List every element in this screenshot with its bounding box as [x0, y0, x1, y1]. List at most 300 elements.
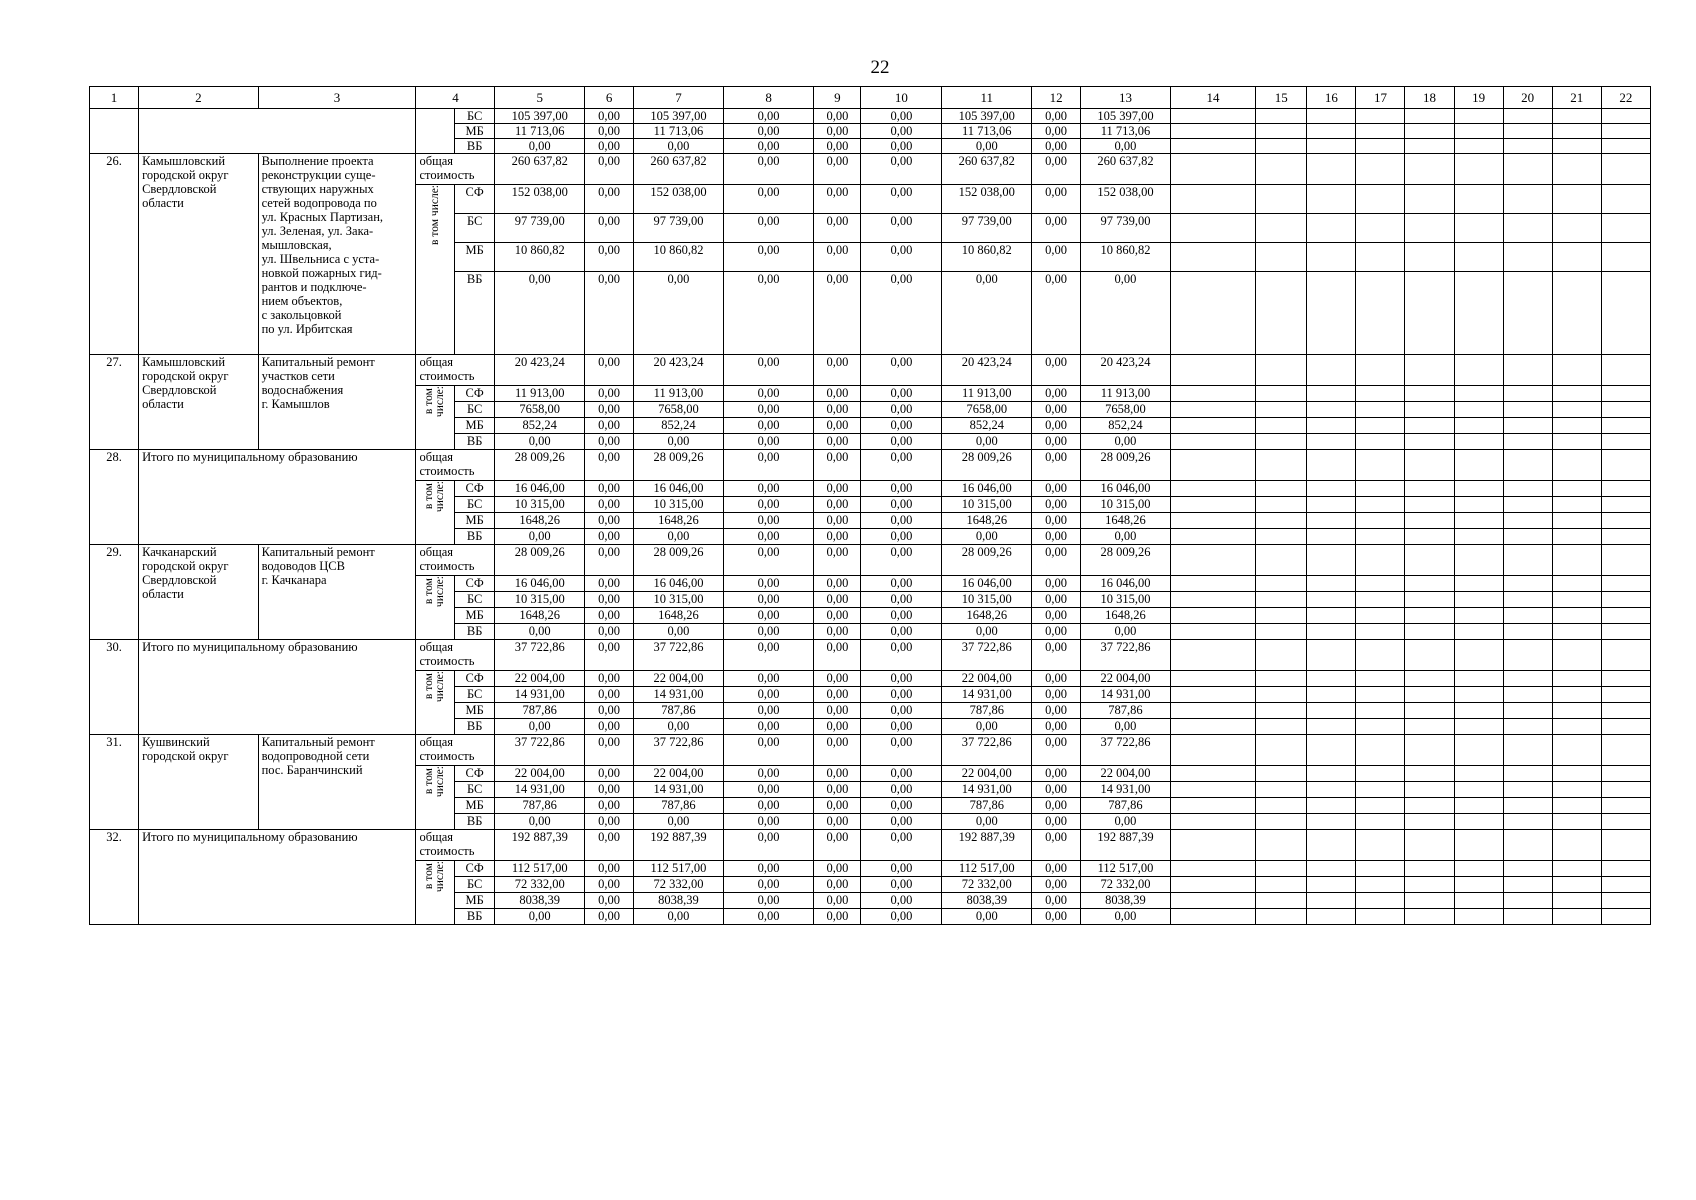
empty-cell	[1405, 185, 1454, 214]
empty-cell	[1170, 185, 1255, 214]
empty-cell	[1503, 687, 1552, 703]
value-cell: 1648,26	[495, 513, 585, 529]
value-cell: 0,00	[1032, 214, 1081, 243]
value-cell: 0,00	[723, 109, 814, 124]
empty-cell	[1170, 798, 1255, 814]
value-cell: 0,00	[585, 782, 634, 798]
empty-cell	[1405, 608, 1454, 624]
value-cell: 0,00	[585, 735, 634, 766]
empty-cell	[1552, 272, 1601, 355]
value-cell: 0,00	[723, 402, 814, 418]
value-cell: 0,00	[723, 687, 814, 703]
value-cell: 0,00	[723, 418, 814, 434]
value-cell: 0,00	[814, 418, 861, 434]
empty-cell	[1356, 719, 1405, 735]
value-cell: 28 009,26	[942, 450, 1032, 481]
value-cell: 0,00	[634, 139, 724, 154]
project-line: Выполнение проекта	[261, 154, 374, 168]
empty-cell	[1454, 185, 1503, 214]
value-cell: 192 887,39	[942, 830, 1032, 861]
column-header: 10	[861, 87, 942, 109]
column-header: 21	[1552, 87, 1601, 109]
empty-cell	[1307, 450, 1356, 481]
value-cell: 28 009,26	[1081, 545, 1171, 576]
value-cell: 0,00	[723, 893, 814, 909]
value-cell: 0,00	[1081, 909, 1171, 925]
incl-label	[416, 861, 454, 925]
empty-cell	[1356, 481, 1405, 497]
empty-cell	[1503, 109, 1552, 124]
value-cell: 28 009,26	[1081, 450, 1171, 481]
value-cell: 0,00	[814, 243, 861, 272]
empty-cell	[1454, 545, 1503, 576]
value-cell: 0,00	[1032, 798, 1081, 814]
header-row	[90, 87, 1651, 109]
incl-vertical-text	[424, 576, 446, 607]
value-cell: 0,00	[861, 154, 942, 185]
empty-cell	[1256, 450, 1307, 481]
value-cell: 192 887,39	[634, 830, 724, 861]
empty-cell	[1503, 355, 1552, 386]
value-cell: 0,00	[1032, 154, 1081, 185]
table-row	[90, 735, 1651, 766]
value-cell: 28 009,26	[634, 450, 724, 481]
empty-cell	[1454, 139, 1503, 154]
value-cell: 0,00	[861, 124, 942, 139]
project-line: Капитальный ремонт	[261, 355, 375, 369]
value-cell: 7658,00	[495, 402, 585, 418]
value-cell: 0,00	[942, 139, 1032, 154]
value-cell: 20 423,24	[634, 355, 724, 386]
municipality-line: Свердловской	[142, 383, 217, 397]
empty-cell	[1170, 124, 1255, 139]
empty-cell	[1307, 766, 1356, 782]
empty-cell	[1503, 624, 1552, 640]
column-header: 8	[723, 87, 814, 109]
value-cell: 0,00	[942, 719, 1032, 735]
row-number: 27.	[90, 355, 139, 450]
column-header: 13	[1081, 87, 1171, 109]
value-cell: 152 038,00	[942, 185, 1032, 214]
empty-cell	[1601, 402, 1650, 418]
value-cell: 0,00	[814, 434, 861, 450]
empty-cell	[1405, 139, 1454, 154]
value-cell: 0,00	[814, 124, 861, 139]
value-cell: 22 004,00	[495, 671, 585, 687]
value-cell: 0,00	[814, 497, 861, 513]
empty-cell	[1307, 529, 1356, 545]
table-row	[90, 355, 1651, 386]
value-cell: 0,00	[723, 139, 814, 154]
project-name	[258, 355, 416, 450]
value-cell: 0,00	[861, 592, 942, 608]
table-row	[90, 545, 1651, 576]
value-cell: 11 913,00	[942, 386, 1032, 402]
value-cell: 0,00	[861, 719, 942, 735]
empty-cell	[1552, 830, 1601, 861]
empty-cell	[1454, 418, 1503, 434]
incl-label	[416, 386, 454, 450]
empty-cell	[1356, 798, 1405, 814]
empty-cell	[1601, 386, 1650, 402]
value-cell: 16 046,00	[942, 576, 1032, 592]
value-cell: 0,00	[861, 766, 942, 782]
empty-cell	[1601, 434, 1650, 450]
value-cell: 0,00	[585, 124, 634, 139]
empty-cell	[1601, 355, 1650, 386]
value-cell: 0,00	[723, 481, 814, 497]
value-cell: 1648,26	[634, 513, 724, 529]
value-cell: 0,00	[723, 909, 814, 925]
empty-cell	[1552, 109, 1601, 124]
incl-vertical-text	[424, 861, 446, 892]
empty-cell	[1552, 185, 1601, 214]
value-cell: 11 713,06	[942, 124, 1032, 139]
incl-line: числе:	[434, 386, 447, 418]
empty-cell	[1454, 450, 1503, 481]
value-cell: 105 397,00	[942, 109, 1032, 124]
empty-cell	[1256, 402, 1307, 418]
value-cell: 0,00	[861, 624, 942, 640]
value-cell: 0,00	[814, 576, 861, 592]
empty-cell	[1307, 861, 1356, 877]
value-cell: 0,00	[942, 272, 1032, 355]
empty-cell	[1405, 719, 1454, 735]
empty-cell	[1454, 766, 1503, 782]
empty-cell	[1601, 481, 1650, 497]
value-cell: 28 009,26	[495, 450, 585, 481]
value-cell: 787,86	[495, 703, 585, 719]
page-number: 22	[870, 57, 890, 78]
empty-cell	[1503, 592, 1552, 608]
empty-cell	[1552, 450, 1601, 481]
column-header: 22	[1601, 87, 1650, 109]
empty-cell	[1256, 214, 1307, 243]
empty-cell	[1405, 735, 1454, 766]
empty-cell	[1405, 576, 1454, 592]
total-cost-label	[416, 830, 495, 861]
total-cost-line: стоимость	[419, 168, 475, 182]
value-cell: 0,00	[1032, 592, 1081, 608]
empty-cell	[1307, 109, 1356, 124]
value-cell: 0,00	[585, 139, 634, 154]
municipality-line: области	[142, 397, 184, 411]
value-cell: 0,00	[585, 814, 634, 830]
empty-cell	[1454, 640, 1503, 671]
empty-cell	[1356, 830, 1405, 861]
incl-line: в том	[423, 768, 436, 795]
empty-cell	[1307, 418, 1356, 434]
empty-cell	[1256, 766, 1307, 782]
value-cell: 0,00	[723, 545, 814, 576]
empty-cell	[1601, 703, 1650, 719]
total-cost-line: общая	[419, 545, 454, 559]
value-cell: 10 860,82	[495, 243, 585, 272]
empty-cell	[1170, 608, 1255, 624]
value-cell: 7658,00	[942, 402, 1032, 418]
value-cell: 37 722,86	[495, 640, 585, 671]
row-number: 32.	[90, 830, 139, 925]
value-cell: 72 332,00	[942, 877, 1032, 893]
value-cell: 0,00	[942, 434, 1032, 450]
empty-cell	[1170, 418, 1255, 434]
value-cell: 0,00	[585, 434, 634, 450]
empty-cell	[1601, 640, 1650, 671]
value-cell: 16 046,00	[495, 481, 585, 497]
value-cell: 0,00	[585, 592, 634, 608]
value-cell: 0,00	[495, 434, 585, 450]
value-cell: 0,00	[495, 624, 585, 640]
value-cell: 0,00	[723, 592, 814, 608]
value-cell: 14 931,00	[634, 782, 724, 798]
value-cell: 0,00	[861, 355, 942, 386]
value-cell: 0,00	[723, 798, 814, 814]
value-cell: 0,00	[1032, 418, 1081, 434]
total-cost-label	[416, 355, 495, 386]
empty-cell	[1170, 814, 1255, 830]
value-cell: 0,00	[861, 861, 942, 877]
value-cell: 37 722,86	[1081, 735, 1171, 766]
value-cell: 0,00	[1032, 893, 1081, 909]
value-cell: 0,00	[861, 185, 942, 214]
fund-code: МБ	[454, 703, 495, 719]
value-cell: 8038,39	[1081, 893, 1171, 909]
incl-line: числе:	[434, 481, 447, 513]
value-cell: 0,00	[585, 877, 634, 893]
value-cell: 0,00	[723, 877, 814, 893]
empty-cell	[1256, 481, 1307, 497]
incl-line: числе:	[434, 766, 447, 798]
value-cell: 14 931,00	[495, 782, 585, 798]
value-cell: 0,00	[585, 418, 634, 434]
empty-cell	[1356, 418, 1405, 434]
value-cell: 787,86	[634, 703, 724, 719]
empty-cell	[1307, 877, 1356, 893]
value-cell: 0,00	[1032, 434, 1081, 450]
value-cell: 22 004,00	[942, 766, 1032, 782]
value-cell: 0,00	[585, 497, 634, 513]
incl-line: в том	[423, 863, 436, 890]
total-cost-line: стоимость	[419, 559, 475, 573]
empty-cell	[1356, 909, 1405, 925]
value-cell: 0,00	[861, 214, 942, 243]
empty-cell	[1601, 513, 1650, 529]
empty-cell	[1170, 861, 1255, 877]
fund-code: БС	[454, 782, 495, 798]
column-header: 11	[942, 87, 1032, 109]
value-cell: 0,00	[861, 450, 942, 481]
empty-cell	[1356, 529, 1405, 545]
value-cell: 0,00	[1081, 814, 1171, 830]
empty-cell	[1454, 735, 1503, 766]
empty-cell	[1601, 782, 1650, 798]
empty-cell	[1170, 272, 1255, 355]
value-cell: 0,00	[861, 434, 942, 450]
value-cell: 0,00	[585, 766, 634, 782]
empty-cell	[1356, 592, 1405, 608]
empty-cell	[1256, 861, 1307, 877]
table-row	[90, 154, 1651, 185]
empty-cell	[1454, 877, 1503, 893]
empty-cell	[1256, 513, 1307, 529]
incl-label	[416, 766, 454, 830]
project-line: сетей водопровода по	[261, 196, 377, 210]
value-cell: 0,00	[585, 624, 634, 640]
value-cell: 97 739,00	[495, 214, 585, 243]
project-line: г. Качканара	[261, 573, 327, 587]
value-cell: 0,00	[585, 719, 634, 735]
empty-cell	[1552, 877, 1601, 893]
value-cell: 16 046,00	[495, 576, 585, 592]
total-cost-label	[416, 640, 495, 671]
empty-cell	[1256, 592, 1307, 608]
empty-cell	[1601, 124, 1650, 139]
value-cell: 28 009,26	[634, 545, 724, 576]
empty-cell	[1356, 893, 1405, 909]
empty-cell	[1170, 402, 1255, 418]
empty-cell	[1454, 497, 1503, 513]
value-cell: 0,00	[585, 545, 634, 576]
value-cell: 0,00	[861, 735, 942, 766]
empty-cell	[1170, 576, 1255, 592]
empty-cell	[1601, 893, 1650, 909]
empty-cell	[1307, 497, 1356, 513]
total-cost-line: общая	[419, 830, 454, 844]
column-header: 17	[1356, 87, 1405, 109]
empty-cell	[1601, 418, 1650, 434]
value-cell: 1648,26	[634, 608, 724, 624]
value-cell: 0,00	[723, 671, 814, 687]
empty-cell	[1256, 687, 1307, 703]
empty-cell	[1503, 608, 1552, 624]
empty-cell	[1503, 154, 1552, 185]
empty-cell	[1601, 185, 1650, 214]
value-cell: 0,00	[723, 608, 814, 624]
value-cell: 37 722,86	[1081, 640, 1171, 671]
value-cell: 0,00	[723, 154, 814, 185]
value-cell: 0,00	[861, 782, 942, 798]
value-cell: 0,00	[814, 877, 861, 893]
value-cell: 0,00	[861, 640, 942, 671]
value-cell: 0,00	[585, 355, 634, 386]
value-cell: 0,00	[723, 434, 814, 450]
project-line: ул. Швельниса с уста-	[261, 252, 380, 266]
empty-cell	[1307, 592, 1356, 608]
value-cell: 28 009,26	[942, 545, 1032, 576]
empty-cell	[1601, 671, 1650, 687]
value-cell: 37 722,86	[942, 735, 1032, 766]
empty-cell	[1552, 243, 1601, 272]
value-cell: 0,00	[1032, 624, 1081, 640]
empty-cell	[1256, 434, 1307, 450]
value-cell: 852,24	[634, 418, 724, 434]
value-cell: 0,00	[723, 735, 814, 766]
row-number: 29.	[90, 545, 139, 640]
value-cell: 0,00	[585, 640, 634, 671]
value-cell: 0,00	[861, 671, 942, 687]
municipality-line: Камышловский	[142, 355, 226, 369]
total-cost-line: стоимость	[419, 654, 475, 668]
empty-cell	[1256, 185, 1307, 214]
value-cell: 0,00	[861, 497, 942, 513]
column-header: 5	[495, 87, 585, 109]
value-cell: 0,00	[1032, 576, 1081, 592]
empty-cell	[1256, 719, 1307, 735]
empty-cell	[1405, 214, 1454, 243]
empty-cell	[1454, 687, 1503, 703]
empty-cell	[1356, 703, 1405, 719]
empty-cell	[1454, 798, 1503, 814]
fund-code: МБ	[454, 893, 495, 909]
empty-cell	[1405, 687, 1454, 703]
value-cell: 14 931,00	[1081, 782, 1171, 798]
empty-cell	[1170, 830, 1255, 861]
value-cell: 0,00	[942, 624, 1032, 640]
empty-cell	[1454, 909, 1503, 925]
empty-cell	[1256, 109, 1307, 124]
empty-cell	[1170, 766, 1255, 782]
value-cell: 0,00	[585, 386, 634, 402]
empty-cell	[1170, 719, 1255, 735]
empty-cell	[1356, 386, 1405, 402]
value-cell: 1648,26	[942, 608, 1032, 624]
empty-cell	[1405, 877, 1454, 893]
row-number: 28.	[90, 450, 139, 545]
empty-cell	[1601, 576, 1650, 592]
value-cell: 0,00	[1081, 624, 1171, 640]
empty-cell	[1356, 861, 1405, 877]
empty-cell	[1256, 814, 1307, 830]
empty-cell	[1405, 624, 1454, 640]
empty-cell	[1454, 513, 1503, 529]
empty-cell	[1405, 640, 1454, 671]
incl-vertical-text: в том числе:	[428, 185, 441, 245]
value-cell: 22 004,00	[1081, 671, 1171, 687]
incl-vertical-text	[424, 386, 446, 417]
value-cell: 0,00	[723, 830, 814, 861]
empty-cell	[1503, 402, 1552, 418]
fund-code: СФ	[454, 671, 495, 687]
value-cell: 787,86	[1081, 798, 1171, 814]
value-cell: 97 739,00	[634, 214, 724, 243]
incl-line: числе:	[434, 576, 447, 608]
empty-cell	[1503, 766, 1552, 782]
empty-cell	[1405, 782, 1454, 798]
total-cost-label	[416, 154, 495, 185]
value-cell: 7658,00	[634, 402, 724, 418]
value-cell: 0,00	[814, 545, 861, 576]
empty-cell	[1170, 893, 1255, 909]
value-cell: 22 004,00	[634, 671, 724, 687]
empty-cell	[1307, 687, 1356, 703]
empty-cell	[1454, 576, 1503, 592]
empty-cell	[1454, 624, 1503, 640]
fund-code: СФ	[454, 766, 495, 782]
empty-cell	[1356, 545, 1405, 576]
empty-cell	[1356, 272, 1405, 355]
value-cell: 14 931,00	[1081, 687, 1171, 703]
value-cell: 0,00	[814, 893, 861, 909]
value-cell: 0,00	[634, 814, 724, 830]
value-cell: 16 046,00	[1081, 481, 1171, 497]
column-header: 20	[1503, 87, 1552, 109]
value-cell: 0,00	[723, 782, 814, 798]
value-cell: 0,00	[861, 608, 942, 624]
value-cell: 0,00	[723, 576, 814, 592]
fund-code: МБ	[454, 798, 495, 814]
empty-cell	[1256, 154, 1307, 185]
value-cell: 852,24	[942, 418, 1032, 434]
